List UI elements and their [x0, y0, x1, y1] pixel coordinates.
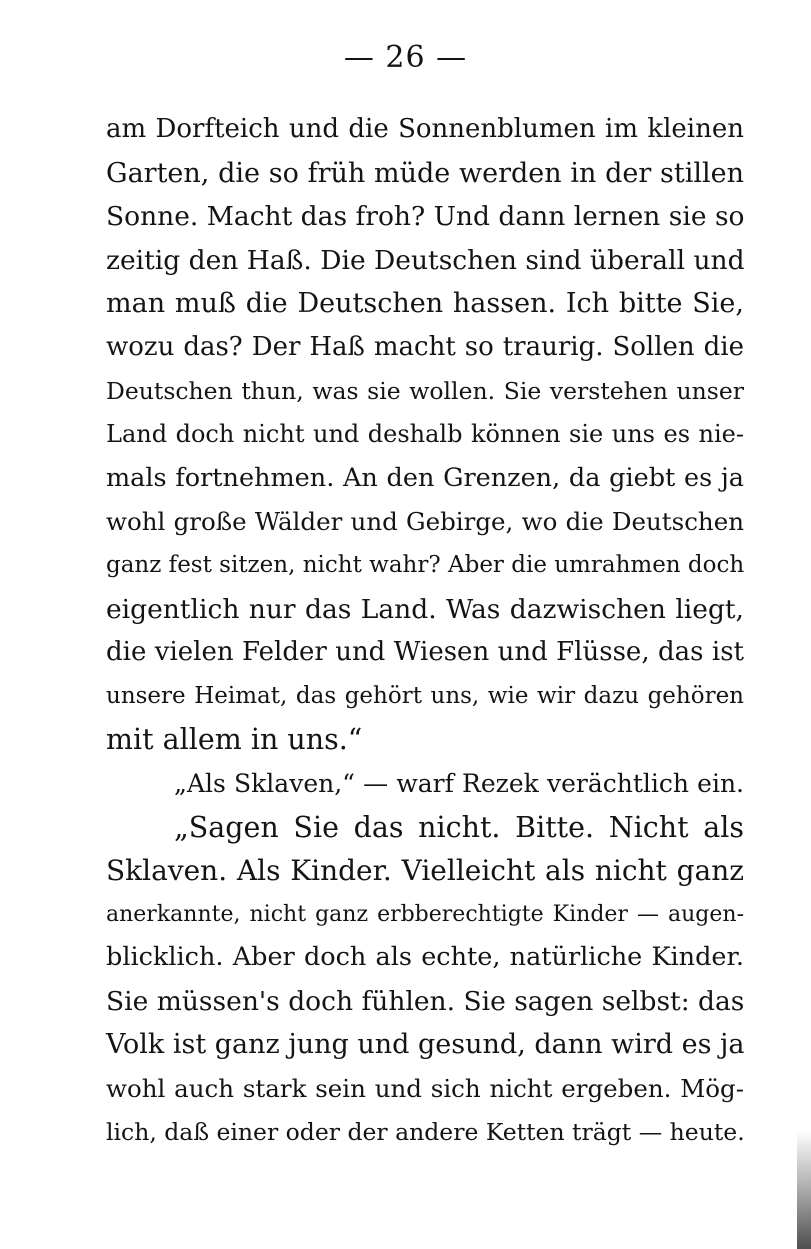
- text-line: Deutschen thun, was sie wollen. Sie verstehen unser: [106, 376, 744, 405]
- text-line: Garten, die so früh müde werden in der stillen: [106, 157, 744, 189]
- text-line: am Dorfteich und die Sonnenblumen im kleinen: [106, 114, 744, 144]
- text-line: unsere Heimat, das gehört uns, wie wir dazu gehören: [106, 682, 744, 709]
- text-line: „Als Sklaven,“ — warf Rezek verächtlich ein.: [174, 768, 744, 798]
- text-line: mals fortnehmen. An den Grenzen, da giebt es ja: [106, 462, 744, 493]
- text-line: ganz fest sitzen, nicht wahr? Aber die umrahmen doch: [106, 551, 745, 578]
- text-line: mit allem in uns.“: [106, 723, 363, 757]
- body-text: [106, 108, 744, 1154]
- text-line: wohl große Wälder und Gebirge, wo die Deutschen: [106, 507, 744, 537]
- page-number: — 26 —: [343, 40, 468, 75]
- text-line: die vielen Felder und Wiesen und Flüsse, das ist: [106, 637, 744, 668]
- text-line: eigentlich nur das Land. Was dazwischen liegt,: [106, 593, 744, 625]
- text-line: man muß die Deutschen hassen. Ich bitte Sie,: [106, 288, 744, 320]
- text-line: wozu das? Der Haß macht so traurig. Sollen die: [106, 331, 744, 362]
- text-line: „Sagen Sie das nicht. Bitte. Nicht als: [174, 810, 744, 844]
- text-line: anerkannte, nicht ganz erbberechtigte Kinder — augen-: [106, 901, 744, 927]
- text-line: blicklich. Aber doch als echte, natürliche Kinder.: [106, 942, 744, 973]
- text-line: Sklaven. Als Kinder. Vielleicht als nicht ganz: [106, 854, 744, 888]
- text-line: Sonne. Macht das froh? Und dann lernen sie so: [106, 201, 745, 233]
- text-line: Land doch nicht und deshalb können sie uns es nie-: [106, 420, 744, 449]
- text-line: Volk ist ganz jung und gesund, dann wird es ja: [106, 1029, 745, 1061]
- page-edge-shadow: [797, 1130, 811, 1249]
- text-line: zeitig den Haß. Die Deutschen sind überall und: [106, 244, 745, 276]
- text-line: Sie müssen's doch fühlen. Sie sagen selbst: das: [106, 985, 745, 1017]
- text-line: wohl auch stark sein und sich nicht ergeben. Mög-: [106, 1074, 744, 1104]
- text-line: lich, daß einer oder der andere Ketten trägt — heute.: [106, 1117, 745, 1146]
